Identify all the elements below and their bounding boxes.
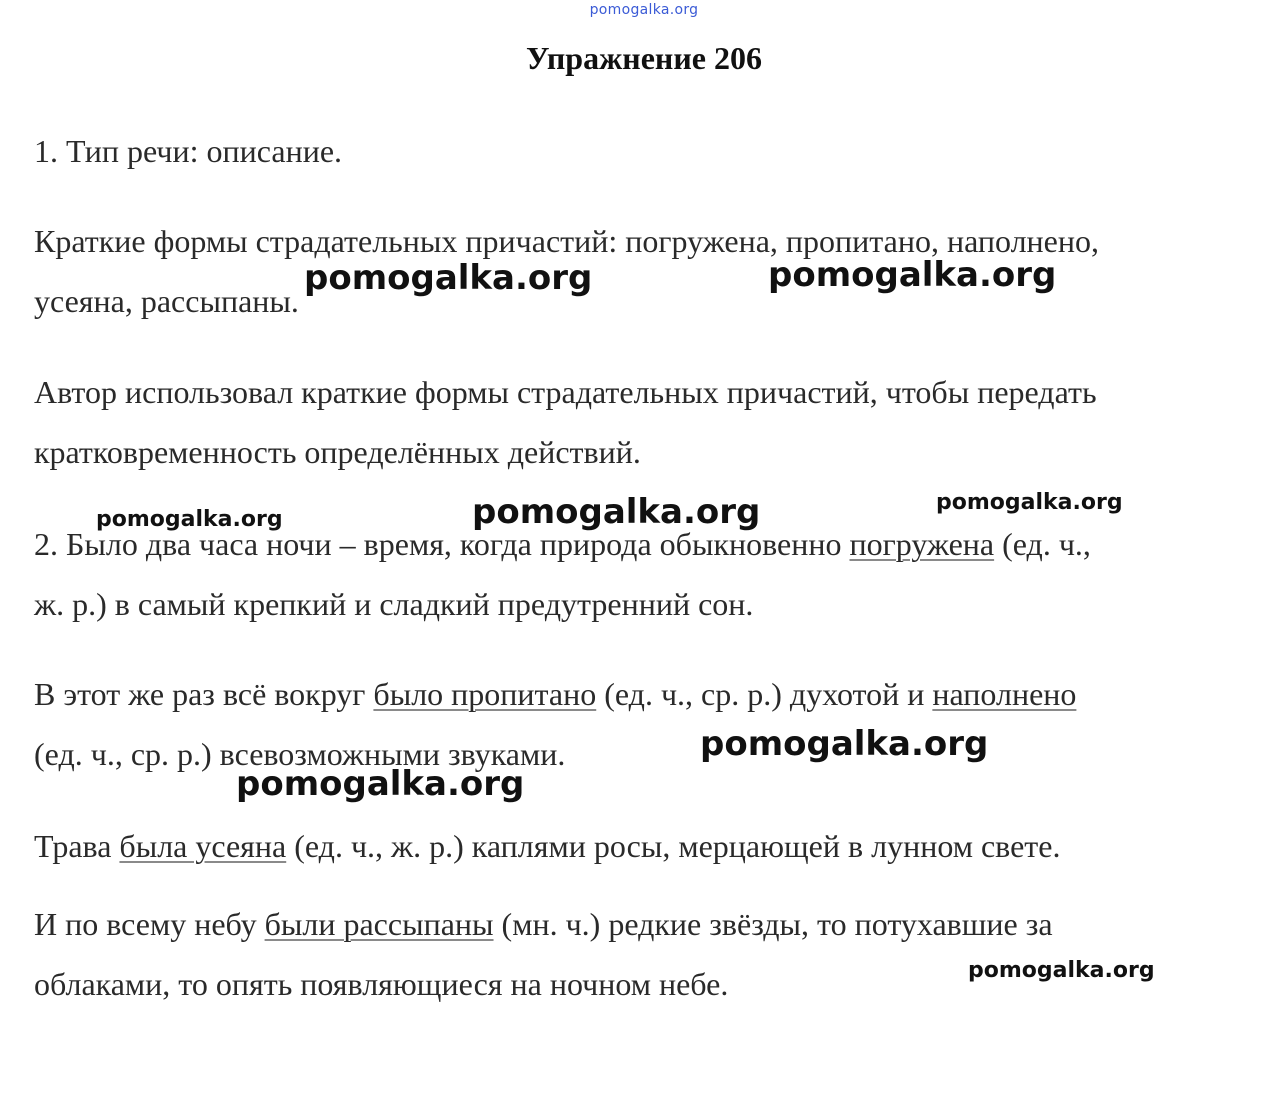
- underlined-participle: погружена: [849, 526, 995, 562]
- watermark-text: pomogalka.org: [968, 958, 1155, 983]
- sentence-text: (ед. ч., ж. р.) каплями росы, мерцающей в лунном свете.: [286, 828, 1061, 864]
- watermark-text: pomogalka.org: [96, 507, 283, 532]
- sentence-text: ж. р.) в самый крепкий и сладкий предутренний сон.: [34, 586, 754, 622]
- sentence-text: облаками, то опять появляющиеся на ночном небе.: [34, 966, 729, 1002]
- watermark-text: pomogalka.org: [936, 490, 1123, 515]
- sentence-4: [34, 894, 1234, 1014]
- watermark-text: pomogalka.org: [700, 724, 989, 764]
- sentence-3: [34, 816, 1234, 876]
- sentence-2: [34, 664, 1234, 784]
- underlined-participle: было пропитано: [373, 676, 597, 712]
- top-watermark: pomogalka.org: [589, 2, 699, 18]
- watermark-text: pomogalka.org: [236, 764, 525, 804]
- underlined-participle: была усеяна: [119, 828, 287, 864]
- sentence-text: Трава: [34, 828, 120, 864]
- paragraph-line: кратковременность определённых действий.: [34, 434, 641, 470]
- paragraph-line: Краткие формы страдательных причастий: погружена, пропитано, наполнено,: [34, 223, 1099, 259]
- sentence-text: 2. Было два часа ночи – время, когда природа обыкновенно: [34, 526, 850, 562]
- watermark-text: pomogalka.org: [304, 258, 593, 298]
- watermark-text: pomogalka.org: [768, 255, 1057, 295]
- watermark-text: pomogalka.org: [472, 492, 761, 532]
- exercise-title: Упражнение 206: [525, 40, 762, 76]
- sentence-text: (ед. ч., ср. р.) духотой и: [596, 676, 933, 712]
- underlined-participle: были рассыпаны: [264, 906, 494, 942]
- sentence-text: (ед. ч., ср. р.) всевозможными звуками.: [34, 736, 566, 772]
- speech-type-line: 1. Тип речи: описание.: [34, 133, 343, 169]
- sentence-text: В этот же раз всё вокруг: [34, 676, 374, 712]
- sentence-text: (ед. ч.,: [994, 526, 1091, 562]
- sentence-text: И по всему небу: [34, 906, 265, 942]
- paragraph-line: Автор использовал краткие формы страдательных причастий, чтобы передать: [34, 374, 1097, 410]
- author-purpose-paragraph: [34, 362, 1234, 482]
- paragraph-line: усеяна, рассыпаны.: [34, 283, 299, 319]
- underlined-participle: наполнено: [932, 676, 1077, 712]
- sentence-text: (мн. ч.) редкие звёзды, то потухавшие за: [493, 906, 1053, 942]
- sentence-1: [34, 514, 1234, 634]
